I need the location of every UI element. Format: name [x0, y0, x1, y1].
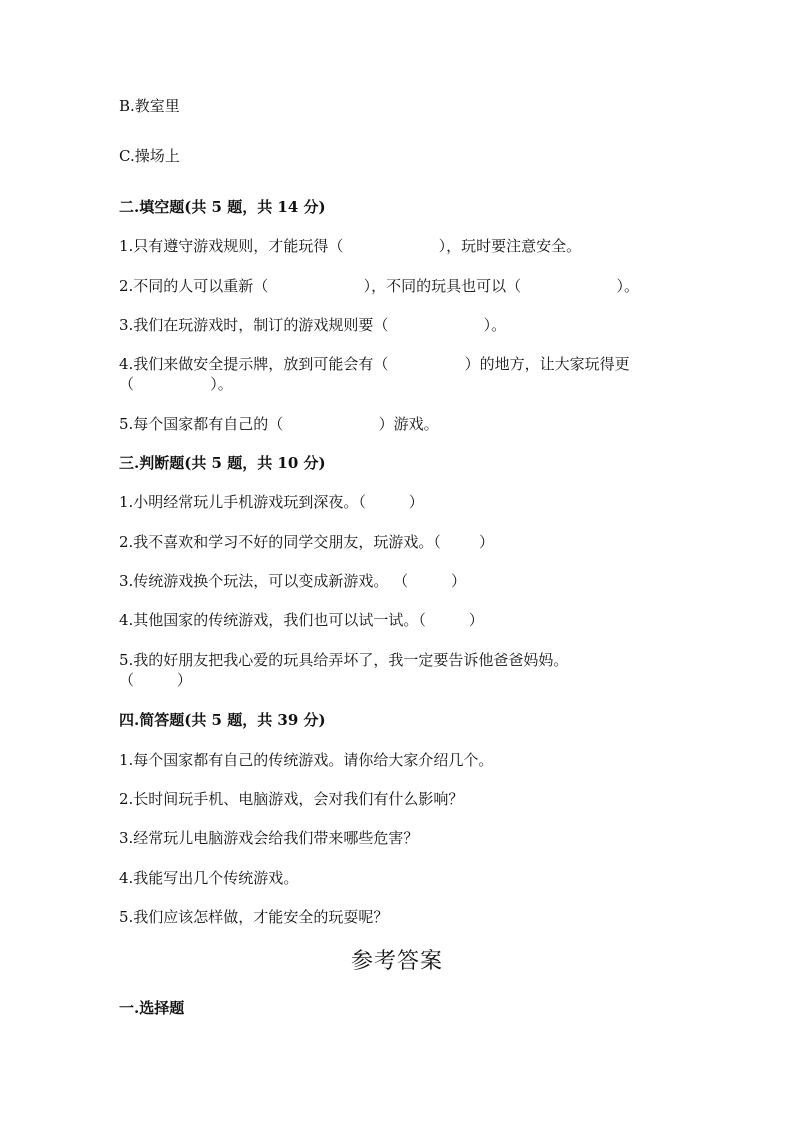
true-false-question-2: 2.我不喜欢和学习不好的同学交朋友，玩游戏。（ ）: [119, 533, 494, 551]
answer-key-title: 参考答案: [350, 949, 443, 974]
section-heading-short-answer: 四.简答题(共 5 题，共 39 分): [119, 711, 326, 729]
true-false-question-5: 5.我的好朋友把我心爱的玩具给弄坏了，我一定要告诉他爸爸妈妈。: [119, 651, 569, 669]
short-answer-question-5: 5.我们应该怎样做，才能安全的玩耍呢？: [119, 908, 389, 926]
section-heading-answers-choice: 一.选择题: [119, 999, 185, 1017]
short-answer-question-2: 2.长时间玩手机、电脑游戏，会对我们有什么影响？: [119, 790, 464, 808]
true-false-question-3: 3.传统游戏换个玩法，可以变成新游戏。 （ ）: [119, 572, 466, 590]
fill-blank-question-1: 1.只有遵守游戏规则，才能玩得（ ），玩时要注意安全。: [119, 237, 582, 255]
fill-blank-question-2: 2.不同的人可以重新（ ），不同的玩具也可以（ ）。: [119, 277, 640, 295]
fill-blank-question-5: 5.每个国家都有自己的（ ）游戏。: [119, 415, 439, 433]
true-false-question-1: 1.小明经常玩儿手机游戏玩到深夜。（ ）: [119, 493, 424, 511]
fill-blank-question-4: 4.我们来做安全提示牌，放到可能会有（ ）的地方，让大家玩得更: [119, 355, 630, 373]
section-heading-true-false: 三.判断题(共 5 题，共 10 分): [119, 454, 326, 472]
choice-option-b: B.教室里: [119, 97, 180, 115]
section-heading-fill-blank: 二.填空题(共 5 题，共 14 分): [119, 198, 326, 216]
choice-option-c: C.操场上: [119, 147, 180, 165]
fill-blank-question-3: 3.我们在玩游戏时，制订的游戏规则要（ ）。: [119, 316, 507, 334]
true-false-question-5-continued: （ ）: [119, 671, 192, 689]
short-answer-question-3: 3.经常玩儿电脑游戏会给我们带来哪些危害？: [119, 829, 419, 847]
short-answer-question-4: 4.我能写出几个传统游戏。: [119, 869, 299, 887]
short-answer-question-1: 1.每个国家都有自己的传统游戏。请你给大家介绍几个。: [119, 751, 494, 769]
true-false-question-4: 4.其他国家的传统游戏，我们也可以试一试。（ ）: [119, 611, 484, 629]
fill-blank-question-4-continued: （ ）。: [119, 375, 233, 393]
